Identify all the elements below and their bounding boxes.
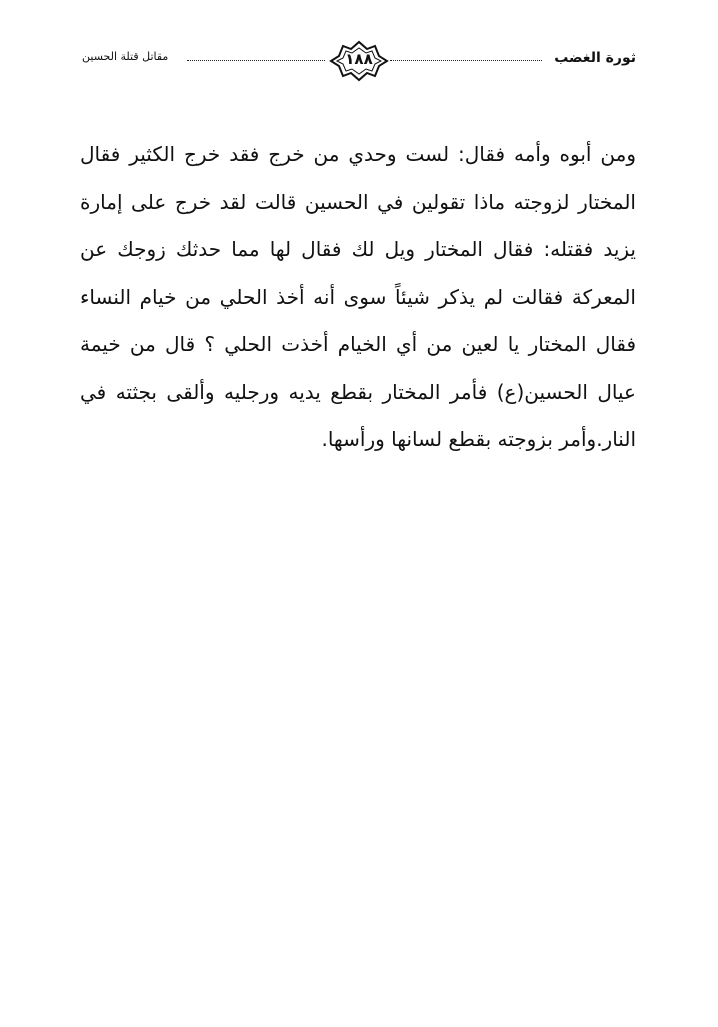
- body-paragraph: ومن أبوه وأمه فقال: لست وحدي من خرج فقد خرج الكثير فقال المختار لزوجته ماذا تقولين في الحسين قالت لقد خرج على إمارة يزيد فقتله: فقال المختار ويل لك فقال لها مما حدثك زوجك عن المعركة فقالت لم يذكر شيئاً سوى أنه أخذ الحلي من خيام النساء فقال المختار يا لعين من أي الخيام أخذت الحلي ؟ قال من خيمة عيال الحسين(ع) فأمر المختار بقطع يديه ورجليه وألقى بجثته في النار.وأمر بزوجته بقطع لسانها ورأسها.: [80, 142, 636, 451]
- page-header: [82, 40, 636, 86]
- page-number-badge: [329, 40, 389, 82]
- section-title: مقاتل قتلة الحسين: [82, 50, 169, 63]
- page-number: ١٨٨: [345, 50, 373, 68]
- header-dotted-leader: [390, 60, 542, 61]
- book-title: ثورة الغضب: [554, 50, 636, 66]
- header-dotted-leader: [187, 60, 325, 61]
